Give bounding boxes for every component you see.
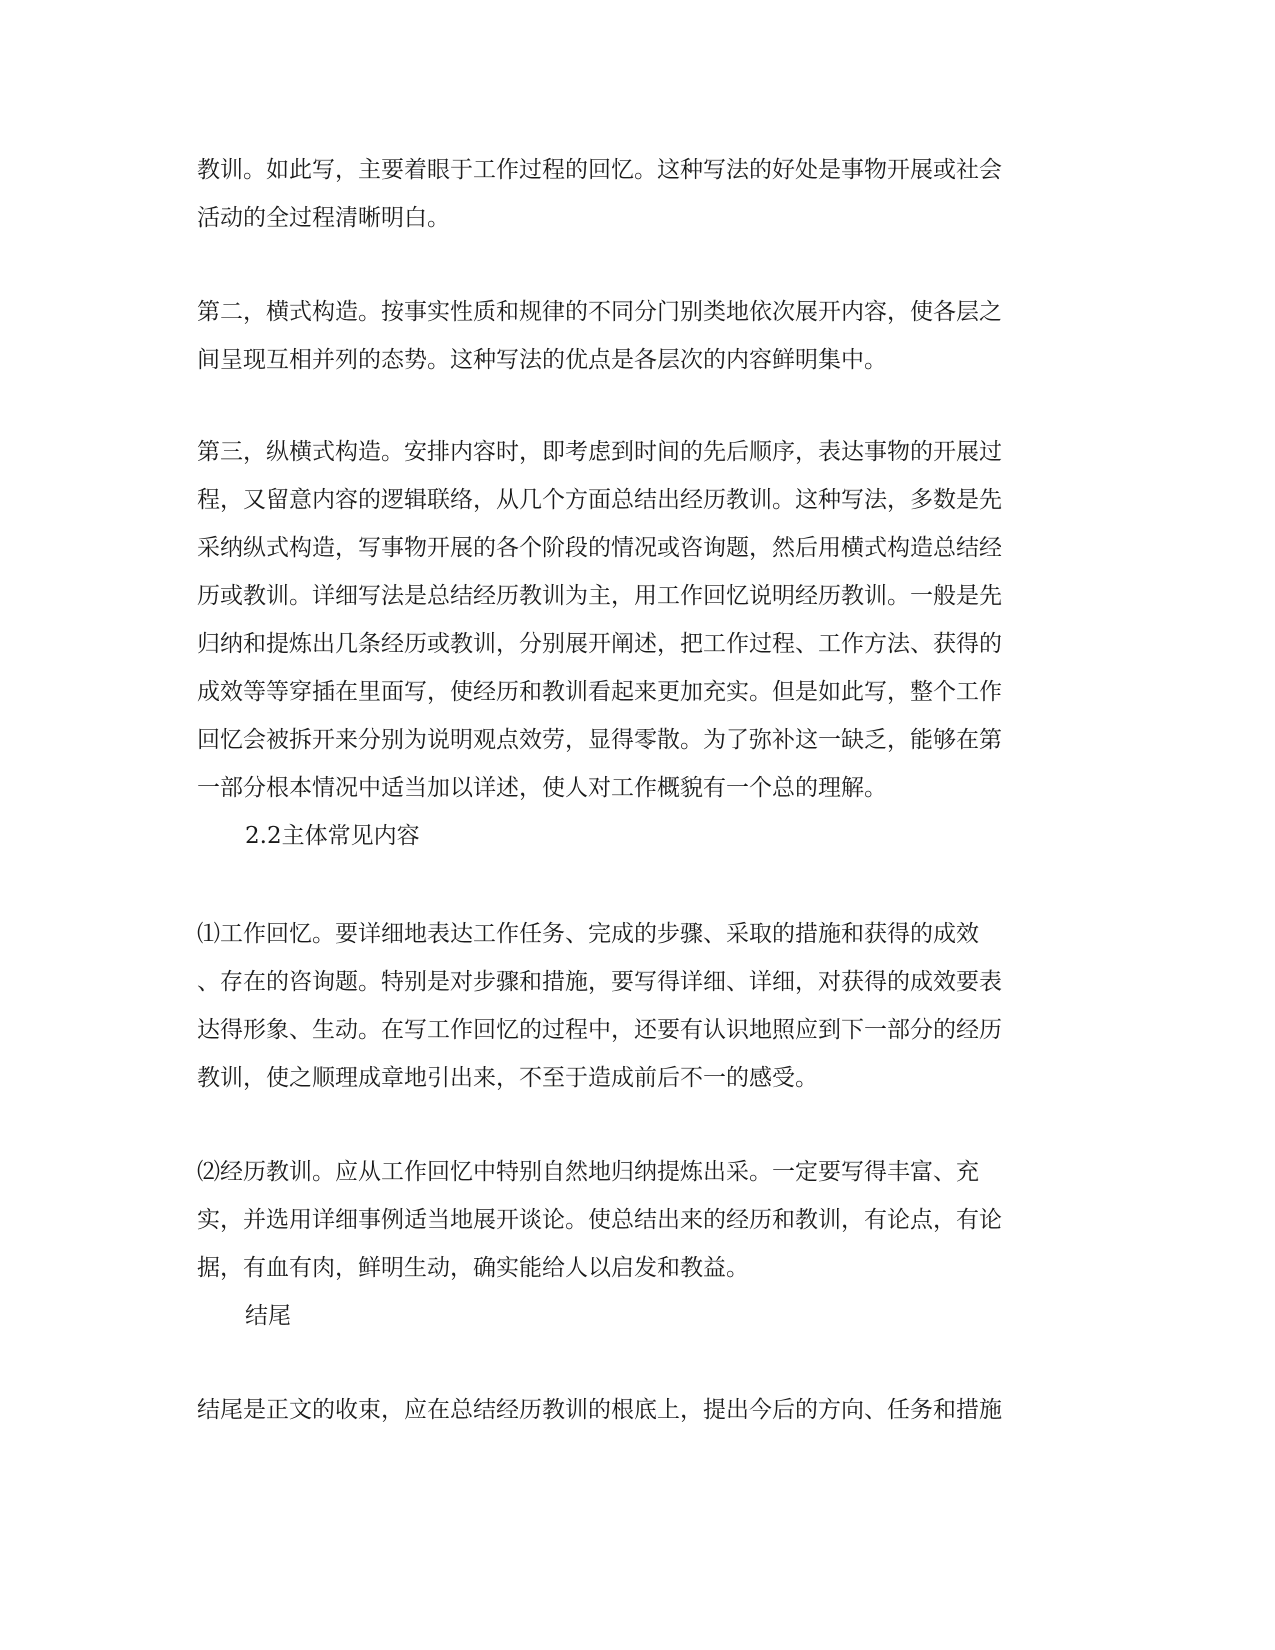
text-line: 第二，横式构造。按事实性质和规律的不同分门别类地依次展开内容，使各层之 <box>197 299 1002 325</box>
paragraph-3 <box>197 428 1077 812</box>
text-line: 教训。如此写，主要着眼于工作过程的回忆。这种写法的好处是事物开展或社会 <box>197 157 1002 183</box>
text-line: 采纳纵式构造，写事物开展的各个阶段的情况或咨询题，然后用横式构造总结经 <box>197 535 1002 561</box>
text-line: 回忆会被拆开来分别为说明观点效劳，显得零散。为了弥补这一缺乏，能够在第 <box>197 727 1002 753</box>
section-heading: 结尾 <box>245 1303 291 1329</box>
text-line: ⑵经历教训。应从工作回忆中特别自然地归纳提炼出采。一定要写得丰富、充 <box>197 1159 979 1185</box>
paragraph-5 <box>197 1148 1077 1292</box>
text-line: 一部分根本情况中适当加以详述，使人对工作概貌有一个总的理解。 <box>197 775 887 801</box>
text-line: 归纳和提炼出几条经历或教训，分别展开阐述，把工作过程、工作方法、获得的 <box>197 631 1002 657</box>
text-line: 实，并选用详细事例适当地展开谈论。使总结出来的经历和教训，有论点，有论 <box>197 1207 1002 1233</box>
section-heading-2-2 <box>197 812 1077 860</box>
paragraph-2 <box>197 288 1077 384</box>
text-line: 教训，使之顺理成章地引出来，不至于造成前后不一的感受。 <box>197 1065 818 1091</box>
paragraph-6 <box>197 1386 1077 1434</box>
text-line: 结尾是正文的收束，应在总结经历教训的根底上，提出今后的方向、任务和措施 <box>197 1397 1002 1423</box>
text-line: 据，有血有肉，鲜明生动，确实能给人以启发和教益。 <box>197 1255 749 1281</box>
paragraph-1 <box>197 146 1077 242</box>
text-line: 第三，纵横式构造。安排内容时，即考虑到时间的先后顺序，表达事物的开展过 <box>197 439 1002 465</box>
text-line: 历或教训。详细写法是总结经历教训为主，用工作回忆说明经历教训。一般是先 <box>197 583 1002 609</box>
text-line: 达得形象、生动。在写工作回忆的过程中，还要有认识地照应到下一部分的经历 <box>197 1017 1002 1043</box>
section-heading-ending <box>197 1292 1077 1340</box>
text-line: 、存在的咨询题。特别是对步骤和措施，要写得详细、详细，对获得的成效要表 <box>197 969 1002 995</box>
text-line: 程，又留意内容的逻辑联络，从几个方面总结出经历教训。这种写法，多数是先 <box>197 487 1002 513</box>
text-line: 成效等等穿插在里面写，使经历和教训看起来更加充实。但是如此写，整个工作 <box>197 679 1002 705</box>
text-line: ⑴工作回忆。要详细地表达工作任务、完成的步骤、采取的措施和获得的成效 <box>197 921 979 947</box>
text-line: 间呈现互相并列的态势。这种写法的优点是各层次的内容鲜明集中。 <box>197 347 887 373</box>
section-heading: 2.2主体常见内容 <box>245 823 420 849</box>
text-line: 活动的全过程清晰明白。 <box>197 205 450 231</box>
paragraph-4 <box>197 910 1077 1102</box>
